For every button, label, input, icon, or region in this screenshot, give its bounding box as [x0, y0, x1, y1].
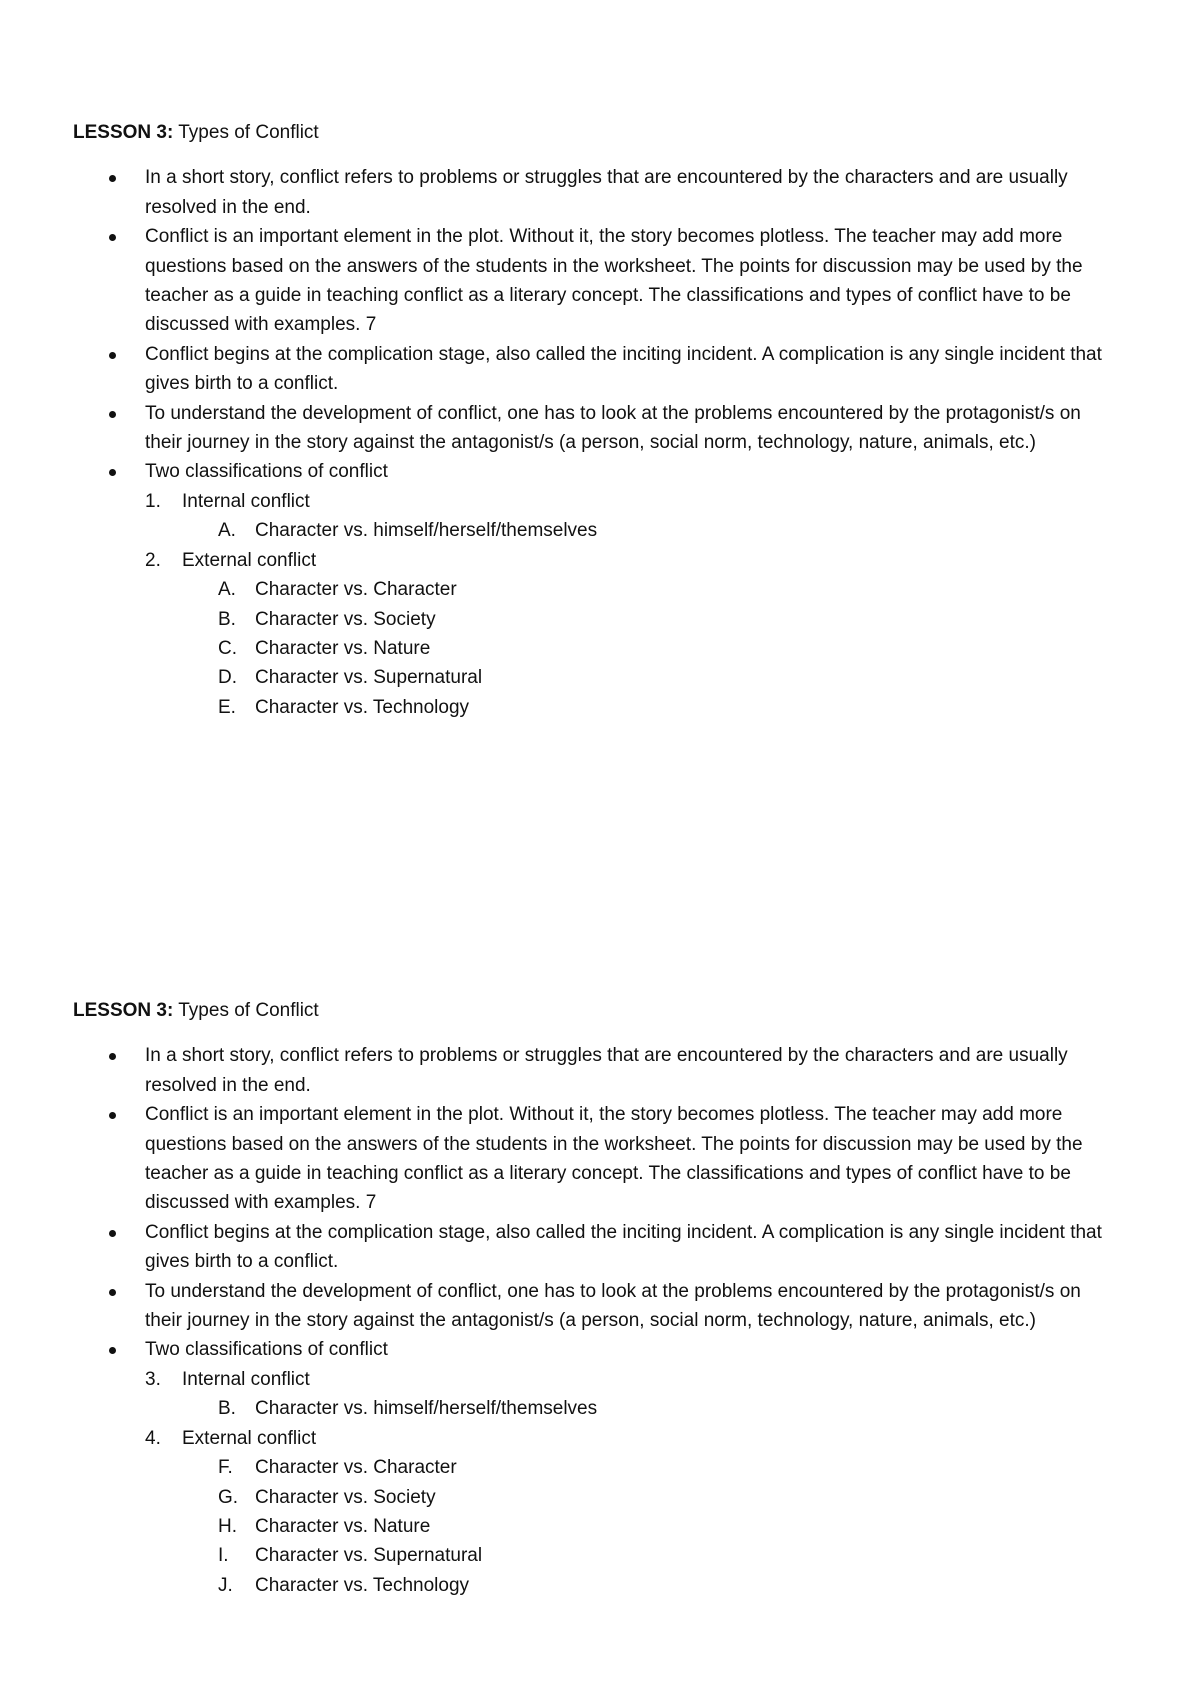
classification-row: [73, 1424, 1113, 1453]
classification-row: [73, 1365, 1113, 1394]
lesson-title-label: LESSON 3:: [73, 1000, 174, 1021]
bullet-item: [73, 340, 1113, 399]
conflict-type-letter: B.: [218, 1398, 236, 1420]
conflict-type-item: [73, 1571, 1113, 1600]
conflict-type-letter: I.: [218, 1545, 229, 1567]
classification-number: 4.: [145, 1427, 161, 1449]
bullet-item: [73, 1277, 1113, 1336]
conflict-type-label: Character vs. Supernatural: [255, 667, 483, 689]
conflict-type-label: Character vs. Society: [255, 1486, 436, 1508]
conflict-type-item: [73, 605, 1113, 634]
conflict-type-item: [73, 1541, 1113, 1570]
conflict-type-item: [73, 1394, 1113, 1423]
conflict-type-item: [73, 516, 1113, 545]
conflict-type-item: [73, 1512, 1113, 1541]
bullet-text: To understand the development of conflict, one has to look at the problems encountered by the protagonist/s on their journey in the story against the antagonist/s (a person, social norm, technology, nature, animals, etc.): [145, 402, 1081, 454]
conflict-type-list: [73, 575, 1113, 722]
conflict-type-item: [73, 1483, 1113, 1512]
lesson-title-text: Types of Conflict: [173, 122, 319, 143]
conflict-type-letter: E.: [218, 696, 236, 718]
bullet-dot-icon: [109, 234, 116, 241]
conflict-type-list: [73, 1394, 1113, 1423]
conflict-type-letter: C.: [218, 637, 237, 659]
bullet-item: [73, 1218, 1113, 1277]
bullet-item: [73, 1041, 1113, 1100]
conflict-type-label: Character vs. Society: [255, 608, 436, 630]
bullet-item: [73, 1335, 1113, 1364]
conflict-type-item: [73, 693, 1113, 722]
bullet-dot-icon: [109, 1289, 116, 1296]
conflict-type-list: [73, 516, 1113, 545]
classification-label: Internal conflict: [182, 1368, 310, 1390]
classification-item: [73, 1424, 1113, 1600]
classification-list: [73, 487, 1113, 722]
bullet-text: Conflict is an important element in the plot. Without it, the story becomes plotless. The teacher may add more questions based on the answers of the students in the worksheet. The points for discussion may be used by the teacher as a guide in teaching conflict as a literary concept. The classifications and types of conflict have to be discussed with examples. 7: [145, 1104, 1083, 1214]
conflict-type-letter: B.: [218, 608, 236, 630]
bullet-list: [73, 1041, 1113, 1364]
bullet-item: [73, 399, 1113, 458]
conflict-type-list: [73, 1453, 1113, 1600]
conflict-type-letter: G.: [218, 1486, 239, 1508]
lesson-title: [73, 118, 1113, 147]
conflict-type-letter: H.: [218, 1515, 237, 1537]
conflict-type-letter: J.: [218, 1574, 233, 1596]
classification-item: [73, 487, 1113, 546]
classification-number: 1.: [145, 490, 161, 512]
conflict-type-label: Character vs. Character: [255, 1457, 457, 1479]
conflict-type-letter: A.: [218, 520, 236, 542]
bullet-list: [73, 163, 1113, 486]
conflict-type-label: Character vs. Technology: [255, 696, 470, 718]
lesson-section: [73, 118, 1113, 722]
bullet-item: [73, 1100, 1113, 1218]
bullet-dot-icon: [109, 175, 116, 182]
classification-label: External conflict: [182, 1427, 317, 1449]
lesson-section: [73, 996, 1113, 1600]
bullet-item: [73, 457, 1113, 486]
conflict-type-label: Character vs. Supernatural: [255, 1545, 483, 1567]
conflict-type-item: [73, 663, 1113, 692]
classification-row: [73, 487, 1113, 516]
conflict-type-label: Character vs. Nature: [255, 1515, 431, 1537]
classification-list: [73, 1365, 1113, 1600]
bullet-dot-icon: [109, 1053, 116, 1060]
bullet-dot-icon: [109, 469, 116, 476]
classification-number: 3.: [145, 1368, 161, 1390]
conflict-type-item: [73, 1453, 1113, 1482]
conflict-type-label: Character vs. Nature: [255, 637, 431, 659]
classification-label: Internal conflict: [182, 490, 310, 512]
conflict-type-item: [73, 575, 1113, 604]
bullet-text: Two classifications of conflict: [145, 461, 388, 483]
conflict-type-label: Character vs. Technology: [255, 1574, 470, 1596]
bullet-text: In a short story, conflict refers to problems or struggles that are encountered by the characters and are usually resolved in the end.: [145, 1045, 1068, 1096]
conflict-type-item: [73, 634, 1113, 663]
bullet-text: Conflict begins at the complication stage, also called the inciting incident. A complication is any single incident that gives birth to a conflict.: [145, 343, 1102, 395]
bullet-dot-icon: [109, 352, 116, 359]
classification-label: External conflict: [182, 549, 317, 571]
bullet-text: Two classifications of conflict: [145, 1339, 388, 1361]
conflict-type-letter: A.: [218, 579, 236, 601]
conflict-type-label: Character vs. himself/herself/themselves: [255, 1398, 598, 1420]
bullet-text: Conflict begins at the complication stage, also called the inciting incident. A complication is any single incident that gives birth to a conflict.: [145, 1221, 1102, 1273]
conflict-type-label: Character vs. himself/herself/themselves: [255, 520, 598, 542]
classification-row: [73, 546, 1113, 575]
bullet-dot-icon: [109, 411, 116, 418]
bullet-item: [73, 222, 1113, 340]
classification-number: 2.: [145, 549, 161, 571]
bullet-dot-icon: [109, 1347, 116, 1354]
bullet-item: [73, 163, 1113, 222]
lesson-title: [73, 996, 1113, 1025]
conflict-type-letter: D.: [218, 667, 237, 689]
conflict-type-letter: F.: [218, 1457, 233, 1479]
classification-item: [73, 546, 1113, 722]
bullet-text: In a short story, conflict refers to problems or struggles that are encountered by the characters and are usually resolved in the end.: [145, 167, 1068, 218]
lesson-title-label: LESSON 3:: [73, 122, 174, 143]
bullet-text: Conflict is an important element in the plot. Without it, the story becomes plotless. The teacher may add more questions based on the answers of the students in the worksheet. The points for discussion may be used by the teacher as a guide in teaching conflict as a literary concept. The classifications and types of conflict have to be discussed with examples. 7: [145, 226, 1083, 336]
lesson-title-text: Types of Conflict: [173, 1000, 319, 1021]
classification-item: [73, 1365, 1113, 1424]
conflict-type-label: Character vs. Character: [255, 579, 457, 601]
bullet-text: To understand the development of conflict, one has to look at the problems encountered by the protagonist/s on their journey in the story against the antagonist/s (a person, social norm, technology, nature, animals, etc.): [145, 1280, 1081, 1332]
bullet-dot-icon: [109, 1112, 116, 1119]
bullet-dot-icon: [109, 1230, 116, 1237]
